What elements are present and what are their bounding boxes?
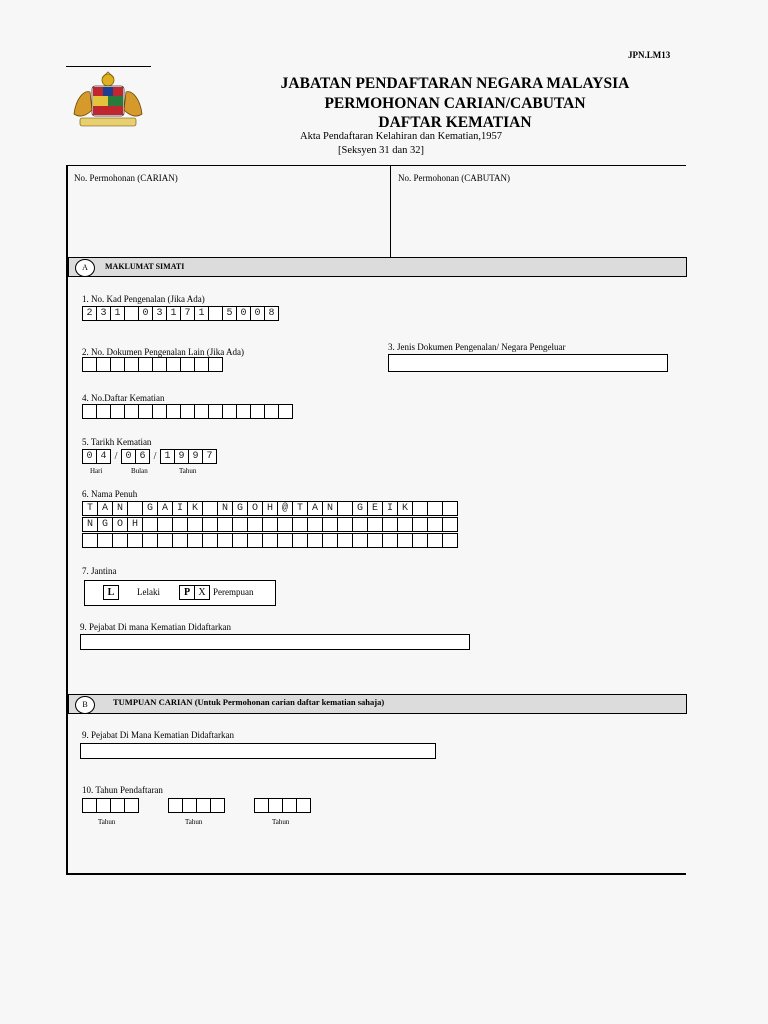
name-char-box[interactable] <box>172 533 188 548</box>
name-char-box[interactable]: O <box>247 501 263 516</box>
name-char-box[interactable]: A <box>97 501 113 516</box>
registration-year-field[interactable] <box>168 798 225 813</box>
char-box[interactable]: 7 <box>202 449 217 464</box>
ic-number-field[interactable] <box>82 306 279 321</box>
name-char-box[interactable] <box>412 517 428 532</box>
name-char-box[interactable]: T <box>292 501 308 516</box>
name-char-box[interactable]: K <box>397 501 413 516</box>
name-char-box[interactable] <box>322 533 338 548</box>
char-box[interactable] <box>110 798 125 813</box>
char-box[interactable]: 1 <box>166 306 181 321</box>
char-box[interactable] <box>166 357 181 372</box>
form-title: PERMOHONAN CARIAN/CABUTAN <box>324 95 586 112</box>
register-title: DAFTAR KEMATIAN <box>378 114 532 131</box>
char-box[interactable] <box>180 357 195 372</box>
name-char-box[interactable] <box>232 533 248 548</box>
death-year-field[interactable] <box>160 449 217 464</box>
char-box[interactable] <box>82 404 97 419</box>
char-box[interactable] <box>82 357 97 372</box>
name-char-box[interactable] <box>382 533 398 548</box>
death-register-no-field[interactable] <box>82 404 293 419</box>
name-char-box[interactable] <box>157 533 173 548</box>
search-application-no-field[interactable] <box>70 188 386 254</box>
char-box[interactable] <box>82 798 97 813</box>
name-char-box[interactable] <box>382 517 398 532</box>
name-char-box[interactable] <box>442 517 458 532</box>
name-char-box[interactable] <box>157 517 173 532</box>
char-box[interactable] <box>96 798 111 813</box>
name-char-box[interactable]: I <box>382 501 398 516</box>
search-office-field[interactable] <box>80 743 436 759</box>
char-box[interactable] <box>124 798 139 813</box>
char-box[interactable] <box>110 357 125 372</box>
date-separator: / <box>114 451 118 462</box>
document-type-field[interactable] <box>388 354 668 372</box>
female-selected-mark[interactable]: X <box>194 585 210 600</box>
name-char-box[interactable] <box>292 533 308 548</box>
char-box[interactable]: 9 <box>174 449 189 464</box>
name-char-box[interactable] <box>82 533 98 548</box>
char-box[interactable]: 7 <box>180 306 195 321</box>
full-name-field[interactable] <box>82 501 458 548</box>
application-divider <box>390 165 391 257</box>
char-box[interactable] <box>166 404 181 419</box>
name-char-box[interactable]: N <box>217 501 233 516</box>
form-reference-code: JPN.LM13 <box>628 50 671 60</box>
char-box[interactable] <box>250 404 265 419</box>
name-row[interactable] <box>82 517 458 532</box>
char-box[interactable] <box>208 357 223 372</box>
char-box[interactable]: 0 <box>82 449 97 464</box>
char-box[interactable]: 6 <box>135 449 150 464</box>
char-box[interactable]: 1 <box>194 306 209 321</box>
char-box[interactable]: 1 <box>110 306 125 321</box>
name-char-box[interactable] <box>322 517 338 532</box>
name-char-box[interactable] <box>202 533 218 548</box>
date-separator: / <box>153 451 157 462</box>
char-box[interactable] <box>222 404 237 419</box>
char-box[interactable] <box>208 404 223 419</box>
name-char-box[interactable] <box>187 533 203 548</box>
char-box[interactable] <box>194 357 209 372</box>
name-char-box[interactable]: @ <box>277 501 293 516</box>
char-box[interactable] <box>254 798 269 813</box>
name-char-box[interactable] <box>97 533 113 548</box>
name-char-box[interactable] <box>247 533 263 548</box>
char-box[interactable]: 0 <box>121 449 136 464</box>
name-char-box[interactable]: O <box>112 517 128 532</box>
char-box[interactable] <box>264 404 279 419</box>
coat-of-arms-logo <box>66 70 150 132</box>
char-box[interactable] <box>152 404 167 419</box>
year-caption: Tahun <box>179 467 197 475</box>
section-b-title <box>113 697 384 707</box>
name-char-box[interactable] <box>172 517 188 532</box>
registration-year-caption: Tahun <box>185 818 203 826</box>
name-char-box[interactable]: T <box>82 501 98 516</box>
name-char-box[interactable] <box>397 517 413 532</box>
char-box[interactable]: 3 <box>96 306 111 321</box>
section-a-title: MAKLUMAT SIMATI <box>105 262 185 271</box>
agency-title: JABATAN PENDAFTARAN NEGARA MALAYSIA <box>280 75 630 92</box>
name-char-box[interactable] <box>367 533 383 548</box>
death-day-field[interactable] <box>82 449 111 464</box>
gender-label: 7. Jantina <box>82 566 117 576</box>
extract-application-no-field[interactable] <box>394 188 684 254</box>
name-char-box[interactable] <box>427 533 443 548</box>
name-char-box[interactable] <box>352 533 368 548</box>
char-box[interactable] <box>236 404 251 419</box>
act-reference: Akta Pendaftaran Kelahiran dan Kematian,1957 <box>300 131 503 142</box>
registration-year-label: 10. Tahun Pendaftaran <box>82 785 163 795</box>
name-char-box[interactable] <box>292 517 308 532</box>
char-box[interactable] <box>282 798 297 813</box>
death-month-field[interactable] <box>121 449 150 464</box>
char-box[interactable] <box>268 798 283 813</box>
char-box[interactable] <box>278 404 293 419</box>
char-box[interactable] <box>110 404 125 419</box>
form-frame-bottom <box>66 873 686 875</box>
name-char-box[interactable] <box>352 517 368 532</box>
name-char-box[interactable] <box>232 517 248 532</box>
name-char-box[interactable] <box>187 517 203 532</box>
name-char-box[interactable] <box>202 501 218 516</box>
name-char-box[interactable]: G <box>232 501 248 516</box>
char-box[interactable]: 9 <box>188 449 203 464</box>
name-row[interactable] <box>82 533 458 548</box>
char-box[interactable]: 0 <box>236 306 251 321</box>
name-char-box[interactable] <box>337 501 353 516</box>
ic-number-label: 1. No. Kad Pengenalan (Jika Ada) <box>82 294 205 304</box>
name-char-box[interactable]: A <box>307 501 323 516</box>
name-char-box[interactable] <box>412 533 428 548</box>
char-box[interactable]: 1 <box>160 449 175 464</box>
char-box[interactable] <box>124 404 139 419</box>
section-b-title-note: (Untuk Permohonan carian daftar kematian sahaja) <box>194 697 385 707</box>
section-a-marker: A <box>75 259 95 277</box>
char-box[interactable]: 2 <box>82 306 97 321</box>
death-date-field[interactable] <box>82 449 217 464</box>
char-box[interactable]: 5 <box>222 306 237 321</box>
name-char-box[interactable]: K <box>187 501 203 516</box>
name-char-box[interactable]: I <box>172 501 188 516</box>
name-char-box[interactable] <box>397 533 413 548</box>
char-box[interactable] <box>180 404 195 419</box>
name-char-box[interactable] <box>127 533 143 548</box>
male-option-label: Lelaki <box>137 587 160 597</box>
name-char-box[interactable]: G <box>142 501 158 516</box>
section-b-title-text: TUMPUAN CARIAN <box>113 697 193 707</box>
name-char-box[interactable] <box>442 533 458 548</box>
name-char-box[interactable] <box>307 533 323 548</box>
name-row[interactable] <box>82 501 458 516</box>
registration-year-caption: Tahun <box>272 818 290 826</box>
search-application-no-label: No. Permohonan (CARIAN) <box>74 173 178 183</box>
full-name-label: 6. Nama Penuh <box>82 489 138 499</box>
death-date-label: 5. Tarikh Kematian <box>82 437 152 447</box>
char-box[interactable] <box>96 357 111 372</box>
char-box[interactable]: 3 <box>152 306 167 321</box>
char-box[interactable] <box>96 404 111 419</box>
extract-application-no-label: No. Permohonan (CABUTAN) <box>398 173 511 183</box>
name-char-box[interactable] <box>262 517 278 532</box>
name-char-box[interactable]: A <box>157 501 173 516</box>
name-char-box[interactable]: N <box>112 501 128 516</box>
section-b-header <box>68 694 687 714</box>
registration-year-field[interactable] <box>254 798 311 813</box>
male-option-box[interactable]: L <box>103 585 119 600</box>
other-document-field[interactable] <box>82 357 223 372</box>
name-char-box[interactable] <box>337 533 353 548</box>
name-char-box[interactable]: N <box>322 501 338 516</box>
death-register-no-label: 4. No.Daftar Kematian <box>82 393 165 403</box>
day-caption: Hari <box>90 467 103 475</box>
name-char-box[interactable] <box>142 517 158 532</box>
name-char-box[interactable] <box>367 517 383 532</box>
name-char-box[interactable] <box>427 501 443 516</box>
registration-year-caption: Tahun <box>98 818 116 826</box>
document-type-label: 3. Jenis Dokumen Pengenalan/ Negara Pengeluar <box>388 342 566 352</box>
name-char-box[interactable] <box>307 517 323 532</box>
female-option-box[interactable]: P <box>179 585 195 600</box>
name-char-box[interactable]: G <box>352 501 368 516</box>
name-char-box[interactable]: G <box>97 517 113 532</box>
name-char-box[interactable] <box>427 517 443 532</box>
char-box[interactable]: 4 <box>96 449 111 464</box>
gender-field <box>84 580 276 606</box>
char-box[interactable] <box>138 404 153 419</box>
name-char-box[interactable] <box>442 501 458 516</box>
name-char-box[interactable] <box>202 517 218 532</box>
name-char-box[interactable] <box>142 533 158 548</box>
char-box[interactable] <box>124 306 139 321</box>
char-box[interactable] <box>194 404 209 419</box>
registration-year-field[interactable] <box>82 798 139 813</box>
char-box[interactable] <box>138 357 153 372</box>
name-char-box[interactable] <box>217 517 233 532</box>
month-caption: Bulan <box>131 467 148 475</box>
search-office-label: 9. Pejabat Di Mana Kematian Didaftarkan <box>82 730 234 740</box>
char-box[interactable] <box>124 357 139 372</box>
name-char-box[interactable] <box>112 533 128 548</box>
char-box[interactable] <box>152 357 167 372</box>
name-char-box[interactable] <box>247 517 263 532</box>
section-b-marker: B <box>75 696 95 714</box>
char-box[interactable] <box>168 798 183 813</box>
name-char-box[interactable] <box>337 517 353 532</box>
name-char-box[interactable] <box>277 533 293 548</box>
char-box[interactable]: 0 <box>138 306 153 321</box>
registration-office-label: 9. Pejabat Di mana Kematian Didaftarkan <box>80 622 231 632</box>
form-frame-top <box>66 165 686 166</box>
name-char-box[interactable] <box>412 501 428 516</box>
name-char-box[interactable] <box>217 533 233 548</box>
name-char-box[interactable] <box>277 517 293 532</box>
char-box[interactable] <box>208 306 223 321</box>
name-char-box[interactable]: N <box>82 517 98 532</box>
name-char-box[interactable] <box>127 501 143 516</box>
char-box[interactable] <box>182 798 197 813</box>
name-char-box[interactable] <box>262 533 278 548</box>
sections-reference: [Seksyen 31 dan 32] <box>338 145 425 156</box>
registration-office-field[interactable] <box>80 634 470 650</box>
char-box[interactable] <box>296 798 311 813</box>
char-box[interactable] <box>196 798 211 813</box>
char-box[interactable]: 0 <box>250 306 265 321</box>
name-char-box[interactable]: H <box>262 501 278 516</box>
char-box[interactable]: 8 <box>264 306 279 321</box>
female-option-label: Perempuan <box>213 587 254 597</box>
name-char-box[interactable]: H <box>127 517 143 532</box>
logo-rule <box>66 66 151 67</box>
name-char-box[interactable]: E <box>367 501 383 516</box>
char-box[interactable] <box>210 798 225 813</box>
other-document-label: 2. No. Dokumen Pengenalan Lain (Jika Ada) <box>82 347 244 357</box>
section-a-header <box>68 257 687 277</box>
